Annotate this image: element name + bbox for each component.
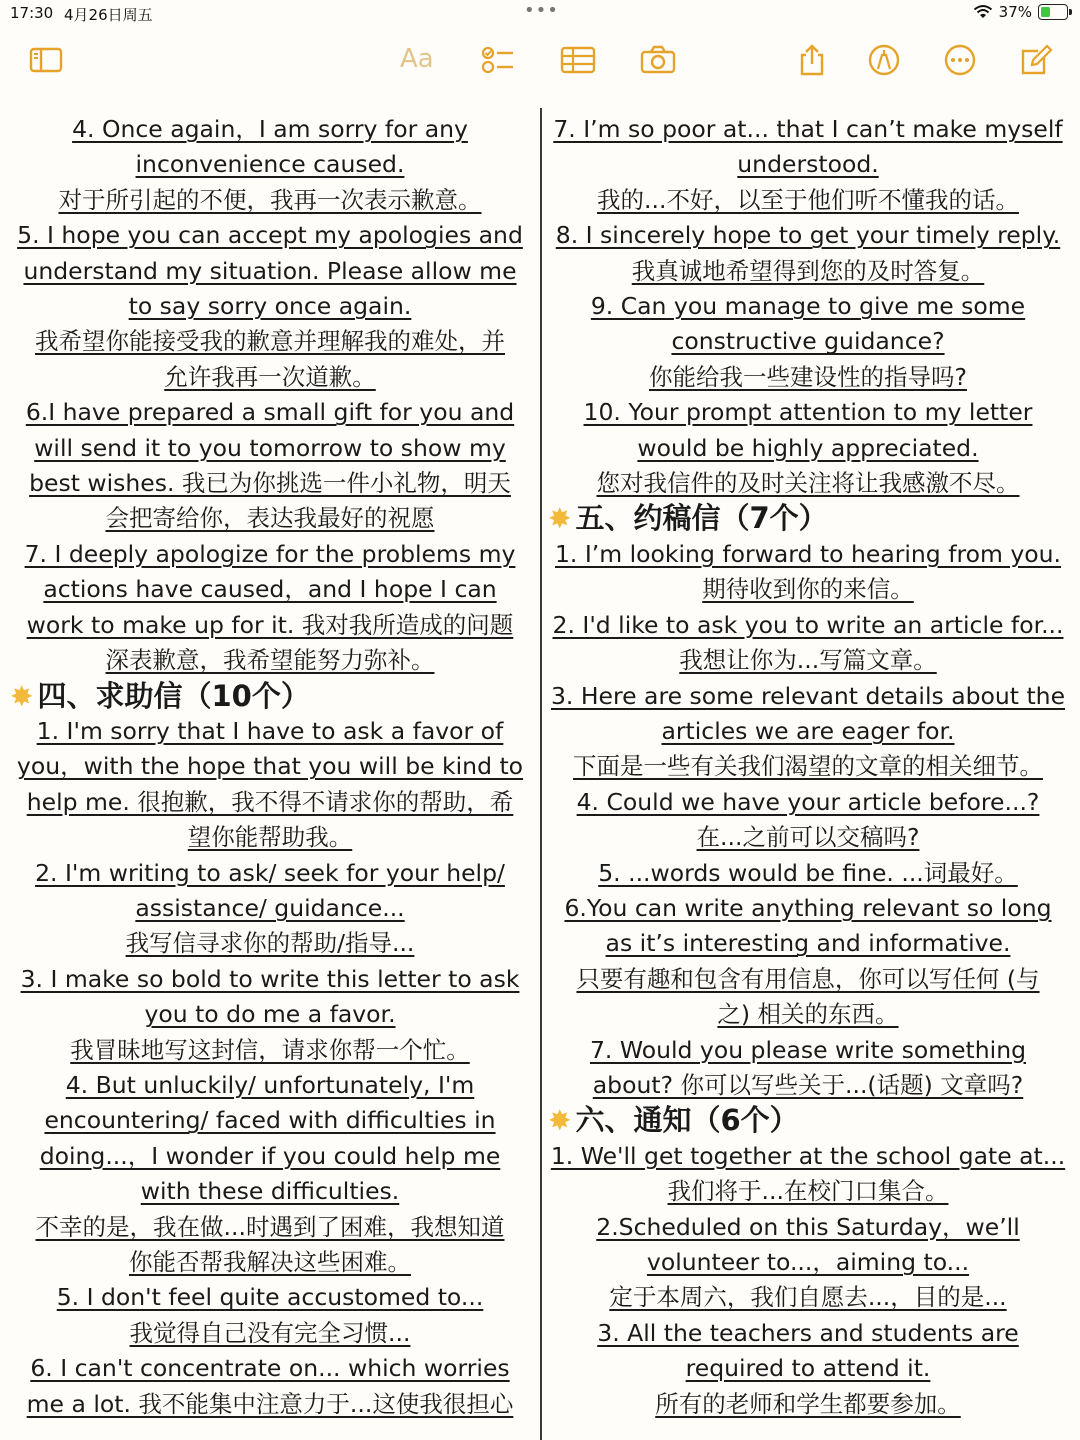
note-line-text: 我想让你为...写篇文章。 bbox=[679, 646, 937, 675]
note-line bbox=[548, 395, 1068, 430]
note-line-text: to say sorry once again. bbox=[128, 292, 412, 321]
section-heading-text: 五、约稿信（7个） bbox=[575, 501, 828, 536]
note-line-text: 3. I make so bold to write this letter to ask bbox=[20, 964, 520, 993]
note-line bbox=[10, 891, 530, 926]
note-line bbox=[10, 749, 530, 784]
note-line-text: 7. Would you please write something bbox=[589, 1035, 1027, 1064]
note-line-text: 1. I'm sorry that I have to ask a favor of bbox=[36, 716, 504, 745]
note-line-text: 期待收到你的来信。 bbox=[702, 575, 914, 604]
note-line bbox=[10, 1245, 530, 1280]
note-line-text: 所有的老师和学生都要参加。 bbox=[655, 1389, 961, 1418]
note-line-text: with these difficulties. bbox=[140, 1177, 400, 1206]
note-line bbox=[548, 360, 1068, 395]
note-line-text: actions have caused，and I hope I can bbox=[43, 575, 497, 604]
note-line-text: would be highly appreciated. bbox=[637, 433, 979, 462]
note-line-text: 8. I sincerely hope to get your timely reply. bbox=[555, 221, 1061, 250]
share-icon[interactable] bbox=[792, 42, 832, 78]
note-line-text: encountering/ faced with difficulties in bbox=[44, 1106, 496, 1135]
note-line-text: 我冒昧地写这封信，请求你帮一个忙。 bbox=[70, 1035, 470, 1064]
note-line-text: constructive guidance? bbox=[671, 327, 945, 356]
section-heading-text: 六、通知（6个） bbox=[575, 1103, 799, 1138]
note-line-text: articles we are eager for. bbox=[661, 716, 955, 745]
note-line-text: 在...之前可以交稿吗? bbox=[696, 823, 920, 852]
note-line-text: 不幸的是，我在做...时遇到了困难，我想知道 bbox=[35, 1212, 505, 1241]
note-line bbox=[548, 572, 1068, 607]
note-line bbox=[548, 289, 1068, 324]
note-line-text: doing...，I wonder if you could help me bbox=[39, 1141, 501, 1170]
note-line bbox=[548, 856, 1068, 891]
note-line-text: 7. I deeply apologize for the problems my bbox=[24, 539, 516, 568]
note-line bbox=[548, 431, 1068, 466]
note-line bbox=[10, 1103, 530, 1138]
note-line-text: 3. All the teachers and students are bbox=[597, 1318, 1019, 1347]
note-line-text: about? 你可以写些关于...(话题) 文章吗? bbox=[592, 1070, 1024, 1099]
note-line bbox=[548, 714, 1068, 749]
note-line bbox=[548, 254, 1068, 289]
note-line-text: 望你能帮助我。 bbox=[187, 823, 353, 852]
note-line-text: 1. We'll get together at the school gate at... bbox=[550, 1141, 1066, 1170]
section-heading-text: 四、求助信（10个） bbox=[37, 678, 310, 713]
note-line-text: 10. Your prompt attention to my letter bbox=[583, 398, 1033, 427]
star-icon: ✸ bbox=[10, 679, 34, 713]
note-line bbox=[10, 537, 530, 572]
note-line-text: 我真诚地希望得到您的及时答复。 bbox=[631, 256, 985, 285]
battery-percent: 37% bbox=[998, 3, 1032, 21]
checklist-icon[interactable] bbox=[478, 42, 518, 78]
note-line-text: 4. Could we have your article before...? bbox=[576, 787, 1040, 816]
note-line-text: 5. ...words would be fine. ...词最好。 bbox=[598, 858, 1018, 887]
wifi-icon bbox=[973, 4, 993, 20]
note-line bbox=[548, 324, 1068, 359]
note-line bbox=[548, 537, 1068, 572]
note-line bbox=[548, 1280, 1068, 1315]
note-line-text: 你能否帮我解决这些困难。 bbox=[129, 1248, 411, 1276]
note-line bbox=[548, 183, 1068, 218]
status-right bbox=[973, 3, 1068, 21]
note-body[interactable] bbox=[0, 108, 1080, 1440]
note-line-text: 只要有趣和包含有用信息，你可以写任何 (与 bbox=[576, 964, 1040, 993]
note-line-text: 5. I hope you can accept my apologies and bbox=[17, 221, 523, 250]
note-line-text: work to make up for it. 我对我所造成的问题 bbox=[26, 610, 514, 639]
note-line-text: 9. Can you manage to give me some bbox=[590, 292, 1026, 321]
note-line-text: 我觉得自己没有完全习惯... bbox=[129, 1318, 411, 1347]
note-line bbox=[10, 1387, 530, 1422]
note-line bbox=[548, 1316, 1068, 1351]
text-format-button[interactable]: Aa bbox=[400, 44, 434, 74]
note-line bbox=[10, 608, 530, 643]
note-line bbox=[548, 1068, 1068, 1103]
more-options-icon[interactable] bbox=[940, 42, 980, 78]
note-line-text: required to attend it. bbox=[685, 1354, 931, 1383]
note-line-text: best wishes. 我已为你挑选一件小礼物，明天 bbox=[29, 469, 511, 498]
note-line bbox=[10, 820, 530, 855]
section-heading bbox=[548, 1103, 1068, 1138]
note-line-text: help me. 很抱歉，我不得不请求你的帮助，希 bbox=[26, 787, 514, 816]
note-line-text: 对于所引起的不便，我再一次表示歉意。 bbox=[58, 185, 482, 214]
note-line bbox=[548, 1174, 1068, 1209]
note-column-left[interactable] bbox=[10, 112, 530, 1440]
compose-new-note-icon[interactable] bbox=[1016, 42, 1056, 78]
note-line bbox=[548, 466, 1068, 501]
note-line-text: will send it to you tomorrow to show my bbox=[34, 433, 506, 462]
note-line-text: 1. I’m looking forward to hearing from you. bbox=[554, 539, 1062, 568]
note-line-text: 6.You can write anything relevant so long bbox=[564, 893, 1052, 922]
note-line bbox=[10, 1033, 530, 1068]
note-column-right[interactable] bbox=[548, 112, 1068, 1440]
note-line bbox=[548, 1210, 1068, 1245]
camera-icon[interactable] bbox=[638, 42, 678, 78]
note-line bbox=[10, 1068, 530, 1103]
note-line-text: 6. I can't concentrate on... which worries bbox=[30, 1354, 510, 1383]
note-line-text: understand my situation. Please allow me bbox=[23, 256, 517, 285]
note-line-text: 我希望你能接受我的歉意并理解我的难处，并 bbox=[35, 327, 505, 356]
note-line bbox=[548, 643, 1068, 678]
note-line-text: 你能给我一些建设性的指导吗? bbox=[649, 362, 967, 391]
note-line bbox=[548, 1351, 1068, 1386]
note-line bbox=[10, 431, 530, 466]
note-line-text: 会把寄给你，表达我最好的祝愿 bbox=[105, 504, 435, 533]
note-line bbox=[548, 112, 1068, 147]
note-line bbox=[10, 254, 530, 289]
note-line-text: 之) 相关的东西。 bbox=[717, 1000, 899, 1029]
note-line bbox=[548, 962, 1068, 997]
star-icon: ✸ bbox=[548, 1104, 572, 1138]
note-line bbox=[10, 501, 530, 536]
note-line bbox=[10, 856, 530, 891]
note-line bbox=[548, 1139, 1068, 1174]
note-line-text: 2. I'm writing to ask/ seek for your help/ bbox=[35, 858, 505, 887]
note-line-text: volunteer to...，aiming to... bbox=[646, 1248, 970, 1276]
note-line bbox=[10, 997, 530, 1032]
note-line bbox=[548, 679, 1068, 714]
table-icon[interactable] bbox=[558, 42, 598, 78]
note-line bbox=[548, 891, 1068, 926]
markup-pen-icon[interactable] bbox=[864, 42, 904, 78]
note-line bbox=[10, 1351, 530, 1386]
note-line-text: 您对我信件的及时关注将让我感激不尽。 bbox=[596, 469, 1020, 498]
note-line bbox=[10, 183, 530, 218]
note-line-text: you to do me a favor. bbox=[144, 1000, 396, 1029]
note-line bbox=[548, 926, 1068, 961]
note-line-text: 我写信寻求你的帮助/指导... bbox=[125, 929, 415, 958]
note-line-text: assistance/ guidance... bbox=[135, 893, 405, 922]
note-line bbox=[10, 714, 530, 749]
note-line-text: 我们将于...在校门口集合。 bbox=[667, 1177, 949, 1206]
note-line bbox=[548, 785, 1068, 820]
column-divider bbox=[540, 108, 542, 1440]
note-line bbox=[10, 962, 530, 997]
note-line bbox=[548, 749, 1068, 784]
note-line bbox=[10, 360, 530, 395]
status-bar bbox=[0, 0, 1080, 28]
note-line bbox=[10, 926, 530, 961]
note-line-text: 4. Once again，I am sorry for any bbox=[72, 115, 468, 143]
note-line bbox=[548, 997, 1068, 1032]
note-line-text: 2. I'd like to ask you to write an article for... bbox=[552, 610, 1064, 639]
note-line-text: 7. I’m so poor at... that I can’t make myself bbox=[553, 115, 1063, 143]
note-line-text: 3. Here are some relevant details about the bbox=[550, 681, 1066, 710]
note-line bbox=[10, 1139, 530, 1174]
note-line bbox=[548, 1033, 1068, 1068]
note-line bbox=[10, 395, 530, 430]
note-line bbox=[10, 572, 530, 607]
note-line bbox=[10, 1210, 530, 1245]
notes-toolbar bbox=[0, 30, 1080, 90]
note-line bbox=[10, 147, 530, 182]
note-line bbox=[10, 218, 530, 253]
note-line-text: you，with the hope that you will be kind to bbox=[16, 752, 524, 781]
note-line bbox=[548, 147, 1068, 182]
note-line-text: 6.I have prepared a small gift for you and bbox=[25, 398, 515, 427]
note-line bbox=[548, 1387, 1068, 1422]
note-line-text: 2.Scheduled on this Saturday，we’ll bbox=[596, 1212, 1020, 1241]
star-icon: ✸ bbox=[548, 502, 572, 536]
sidebar-toggle-icon[interactable] bbox=[26, 42, 66, 78]
battery-icon bbox=[1038, 4, 1068, 20]
note-line-text: 4. But unluckily/ unfortunately, I'm bbox=[65, 1070, 475, 1099]
note-line bbox=[548, 1245, 1068, 1280]
note-line-text: understood. bbox=[737, 150, 879, 179]
note-line bbox=[10, 112, 530, 147]
note-line bbox=[10, 466, 530, 501]
note-line-text: 我的...不好，以至于他们听不懂我的话。 bbox=[597, 185, 1019, 214]
section-heading bbox=[548, 501, 1068, 536]
note-line-text: 5. I don't feel quite accustomed to... bbox=[56, 1283, 484, 1312]
note-line-text: inconvenience caused. bbox=[135, 150, 405, 179]
note-line bbox=[548, 820, 1068, 855]
note-line-text: me a lot. 我不能集中注意力于...这使我很担心 bbox=[26, 1389, 514, 1418]
note-line bbox=[10, 1280, 530, 1315]
note-line bbox=[10, 289, 530, 324]
status-date: 4月26日周五 bbox=[64, 6, 153, 24]
note-line-text: 允许我再一次道歉。 bbox=[164, 362, 376, 391]
section-heading bbox=[10, 679, 530, 714]
multitasking-dots[interactable]: ••• bbox=[524, 0, 559, 21]
note-line bbox=[548, 218, 1068, 253]
note-line bbox=[10, 785, 530, 820]
note-line bbox=[10, 1174, 530, 1209]
note-line bbox=[10, 643, 530, 678]
note-line-text: 定于本周六，我们自愿去...，目的是... bbox=[609, 1283, 1007, 1312]
note-line-text: 下面是一些有关我们渴望的文章的相关细节。 bbox=[573, 752, 1043, 781]
note-line bbox=[548, 608, 1068, 643]
note-line-text: 深表歉意，我希望能努力弥补。 bbox=[105, 646, 435, 675]
note-line-text: as it’s interesting and informative. bbox=[605, 929, 1011, 958]
note-line bbox=[10, 1316, 530, 1351]
note-line bbox=[10, 324, 530, 359]
status-time: 17:30 bbox=[10, 4, 54, 22]
